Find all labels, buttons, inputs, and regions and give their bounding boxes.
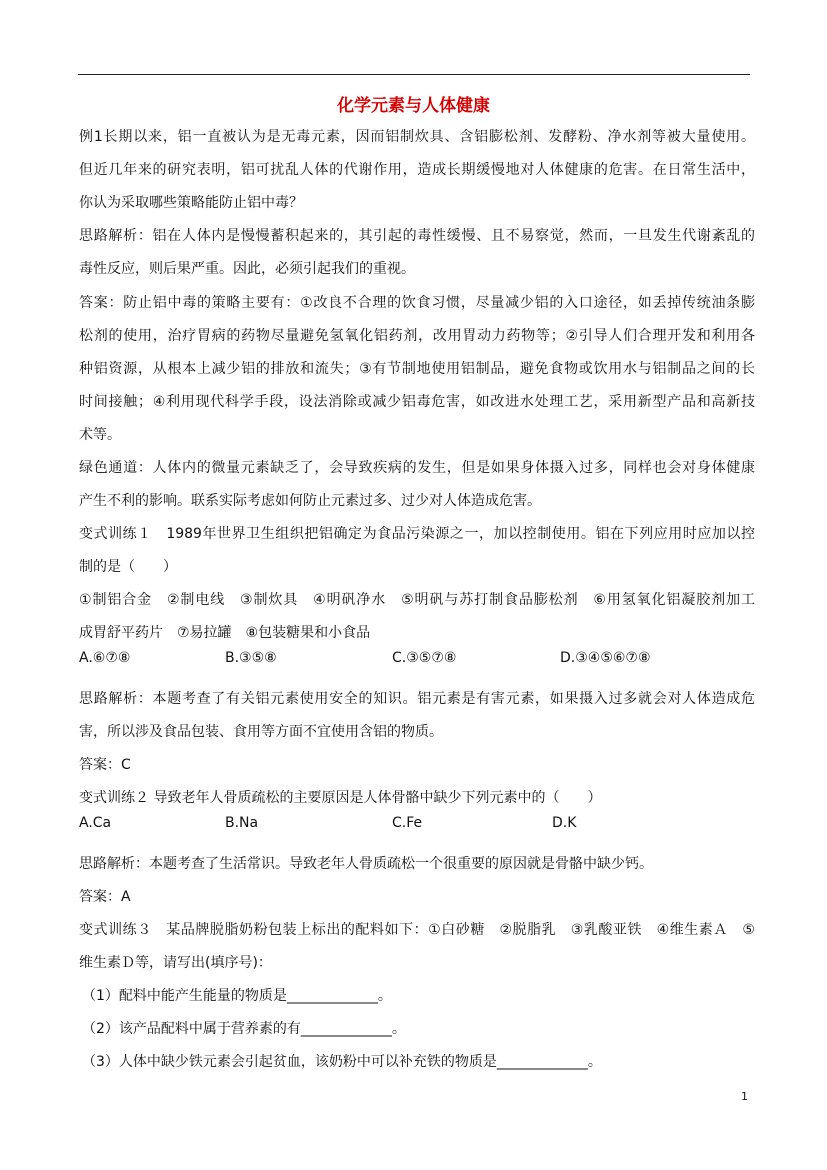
body-line: 毒性反应，则后果严重。因此，必须引起我们的重视。 xyxy=(79,261,415,277)
page-number: 1 xyxy=(741,1090,748,1103)
body-line: （1）配料中能产生能量的物质是_____________。 xyxy=(82,988,392,1004)
body-line: 术等。 xyxy=(79,427,121,443)
body-line: 维生素Ｄ等，请写出(填序号)： xyxy=(79,955,272,971)
body-line: 制的是（ ） xyxy=(79,559,177,575)
body-line: 时间接触；④利用现代科学手段，设法消除或减少铝毒危害，如改进水处理工艺，采用新型产品和高新技 xyxy=(79,394,755,410)
body-line: 变式训练１ 1989年世界卫生组织把铝确定为食品污染源之一，加以控制使用。铝在下列应用时应加以控 xyxy=(79,526,755,542)
body-line: 例1长期以来，铝一直被认为是无毒元素，因而铝制炊具、含铝膨松剂、发酵粉、净水剂等被大量使用。 xyxy=(79,129,755,145)
body-line: 思路解析：铝在人体内是慢慢蓄积起来的，其引起的毒性缓慢、且不易察觉，然而，一旦发生代谢紊乱的 xyxy=(79,228,755,244)
body-line: ①制铝合金 ②制电线 ③制炊具 ④明矾净水 ⑤明矾与苏打制食品膨松剂 ⑥用氢氧化铝凝胶剂加工 xyxy=(79,592,755,608)
body-line: 种铝资源，从根本上减少铝的排放和流失；③有节制地使用铝制品，避免食物或饮用水与铝制品之间的长 xyxy=(79,361,755,377)
body-line: （3）人体中缺少铁元素会引起贫血，该奶粉中可以补充铁的物质是_____________。 xyxy=(82,1054,602,1070)
page-title: 化学元素与人体健康 xyxy=(337,96,490,116)
header-rule xyxy=(78,74,750,75)
body-line: 答案：C xyxy=(79,757,131,773)
body-line: 绿色通道：人体内的微量元素缺乏了，会导致疾病的发生，但是如果身体摄入过多，同样也会对身体健康 xyxy=(79,460,755,476)
body-line: 答案：防止铝中毒的策略主要有：①改良不合理的饮食习惯，尽量减少铝的入口途径，如丢掉传统油条膨 xyxy=(79,295,755,311)
body-line: 你认为采取哪些策略能防止铝中毒？ xyxy=(79,195,303,211)
q1-option-a: A.⑥⑦⑧ xyxy=(79,650,131,666)
body-line: 答案：A xyxy=(79,889,131,905)
q1-option-d: D.③④⑤⑥⑦⑧ xyxy=(560,650,651,666)
body-line: 松剂的使用，治疗胃病的药物尽量避免氢氧化铝药剂，改用胃动力药物等；②引导人们合理开发和利用各 xyxy=(79,328,755,344)
body-line: 变式训练３ 某品牌脱脂奶粉包装上标出的配料如下：①白砂糖 ②脱脂乳 ③乳酸亚铁 ④维生素Ａ ⑤ xyxy=(79,922,755,938)
q1-option-c: C.③⑤⑦⑧ xyxy=(392,650,457,666)
q2-options xyxy=(79,813,759,833)
q2-option-a: A.Ca xyxy=(79,815,112,831)
body-line: 但近几年来的研究表明，铝可扰乱人体的代谢作用，造成长期缓慢地对人体健康的危害。在日常生活中， xyxy=(79,162,755,178)
q2-option-d: D.K xyxy=(552,815,577,831)
body-line: 变式训练２ 导致老年人骨质疏松的主要原因是人体骨骼中缺少下列元素中的（ ） xyxy=(79,790,602,806)
q1-option-b: B.③⑤⑧ xyxy=(225,650,277,666)
q2-option-b: B.Na xyxy=(225,815,259,831)
q2-option-c: C.Fe xyxy=(392,815,423,831)
body-line: 思路解析：本题考查了有关铝元素使用安全的知识。铝元素是有害元素，如果摄入过多就会对人体造成危 xyxy=(79,691,755,707)
q1-options xyxy=(79,648,759,668)
body-line: 思路解析：本题考查了生活常识。导致老年人骨质疏松一个很重要的原因就是骨骼中缺少钙。 xyxy=(79,856,653,872)
body-line: 成胃舒平药片 ⑦易拉罐 ⑧包装糖果和小食品 xyxy=(79,625,371,641)
body-line: 害，所以涉及食品包装、食用等方面不宜使用含铝的物质。 xyxy=(79,724,443,740)
body-line: 产生不利的影响。联系实际考虑如何防止元素过多、过少对人体造成危害。 xyxy=(79,493,541,509)
body-line: （2）该产品配料中属于营养素的有_____________。 xyxy=(82,1021,406,1037)
